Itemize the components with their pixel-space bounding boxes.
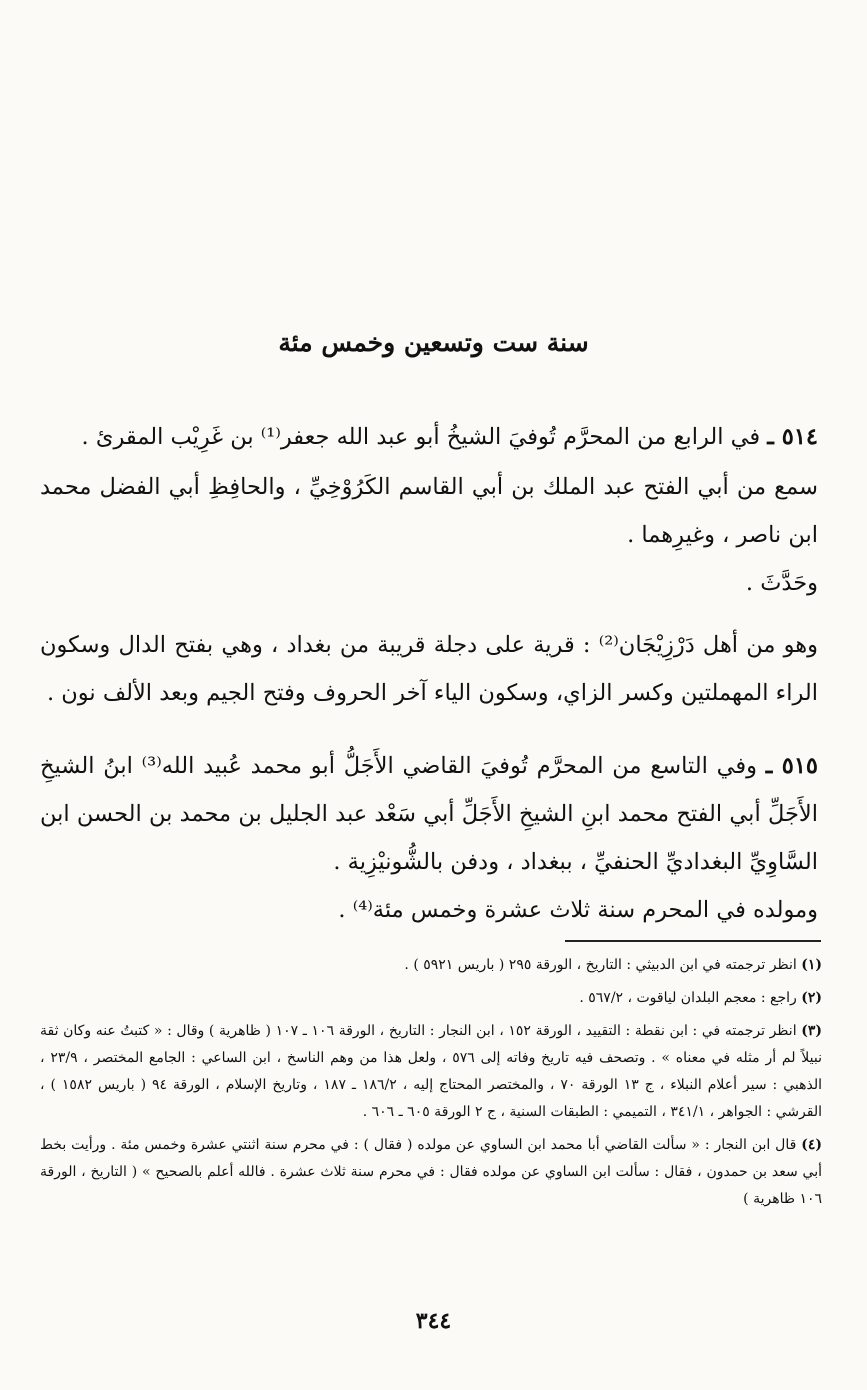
footnote-text: انظر ترجمته في : ابن نقطة : التقييد ، الورقة ١٥٢ ، ابن النجار : التاريخ ، الورقة ١٠٦ ـ ١٠٧ ( ظاهرية ) وقال : « كتبتُ عنه وكان ثقة نبيلاً لم أر مثله في معناه » . وتصحف فيه تاريخ وفاته إلى ٥٧٦ ، ولعل هذا من وهم الناسخ ، ابن الساعي : الجامع المختصر ، ٢٣/٩ ، الذهبي : سير أعلام النبلاء ، ج ١٣ الورقة ٧٠ ، والمختصر المحتاج إليه ، ١٨٦/٢ ـ ١٨٧ ، وتاريخ الإسلام ، الورقة ٩٤ ( باريس ١٥٨٢ ) ، القرشي : الجواهر ، ٣٤١/١ ، التميمي : الطبقات السنية ، ج ٢ الورقة ٦٠٥ ـ ٦٠٦ . <box>40 1023 823 1120</box>
entry-paragraph <box>40 621 818 717</box>
entry-number: ٥١٥ ـ <box>765 753 819 779</box>
footnote-divider <box>565 940 821 942</box>
footnote-2 <box>40 985 822 1012</box>
entry-paragraph <box>40 559 818 607</box>
section-heading: سنة ست وتسعين وخمس مئة <box>278 328 589 357</box>
entry-number: ٥١٤ ـ <box>767 424 818 450</box>
footnote-number: (٣) <box>801 1023 822 1039</box>
footnote-number: (٤) <box>801 1137 822 1153</box>
entry-paragraph <box>40 886 818 934</box>
page-number: ٣٤٤ <box>415 1308 452 1334</box>
entry-514 <box>40 413 818 717</box>
footnote-text: راجع : معجم البلدان لياقوت ، ٥٦٧/٢ . <box>579 990 797 1006</box>
entry-text: وفي التاسع من المحرَّم تُوفيَ القاضي الأَجَلُّ أبو محمد عُبيد الله⁽³⁾ ابنُ الشيخِ الأَجَلِّ أبي الفتح محمد ابنِ الشيخِ الأَجَلِّ أبي سَعْد عبد الجليل بن محمد بن الحسن ابن السَّاوِيِّ البغداديِّ الحنفيِّ ، ببغداد ، ودفن بالشُّونيْزِية . <box>40 753 818 875</box>
entry-text: وهو من أهل دَرْزِيْجَان⁽²⁾ : قرية على دجلة قريبة من بغداد ، وهي بفتح الدال وسكون الراء المهملتين وكسر الزاي، وسكون الياء آخر الحروف وفتح الجيم وبعد الألف نون . <box>40 632 818 706</box>
entry-515 <box>40 742 818 934</box>
footnotes <box>40 952 822 1219</box>
footnote-number: (١) <box>801 957 822 973</box>
entry-text: ومولده في المحرم سنة ثلاث عشرة وخمس مئة⁽⁴⁾ . <box>338 897 818 923</box>
entry-text: سمع من أبي الفتح عبد الملك بن أبي القاسم الكَرُوْخِيِّ ، والحافِظِ أبي الفضل محمد ابن ناصر ، وغيرِهما . <box>40 474 818 548</box>
footnote-number: (٢) <box>801 990 822 1006</box>
entry-text: في الرابع من المحرَّم تُوفيَ الشيخُ أبو عبد الله جعفر⁽¹⁾ بن غَرِيْب المقرئ . <box>81 424 761 450</box>
entry-paragraph <box>40 463 818 559</box>
footnote-4 <box>40 1132 822 1213</box>
entry-paragraph <box>40 742 818 886</box>
footnote-text: انظر ترجمته في ابن الدبيثي : التاريخ ، الورقة ٢٩٥ ( باريس ٥٩٢١ ) . <box>404 957 797 973</box>
footnote-3 <box>40 1018 822 1126</box>
entry-text: وحَدَّثَ . <box>745 570 818 596</box>
footnote-text: قال ابن النجار : « سألت القاضي أبا محمد ابن الساوي عن مولده ( فقال ) : في محرم سنة اثنتي عشرة وخمس مئة . ورأيت بخط أبي سعد بن حمدون ، فقال : سألت ابن الساوي عن مولده فقال : في محرم سنة ثلاث عشرة . فالله أعلم بالصحيح » ( التاريخ ، الورقة ١٠٦ ظاهرية ) <box>40 1137 822 1207</box>
entry-paragraph <box>40 413 818 461</box>
footnote-1 <box>40 952 822 979</box>
